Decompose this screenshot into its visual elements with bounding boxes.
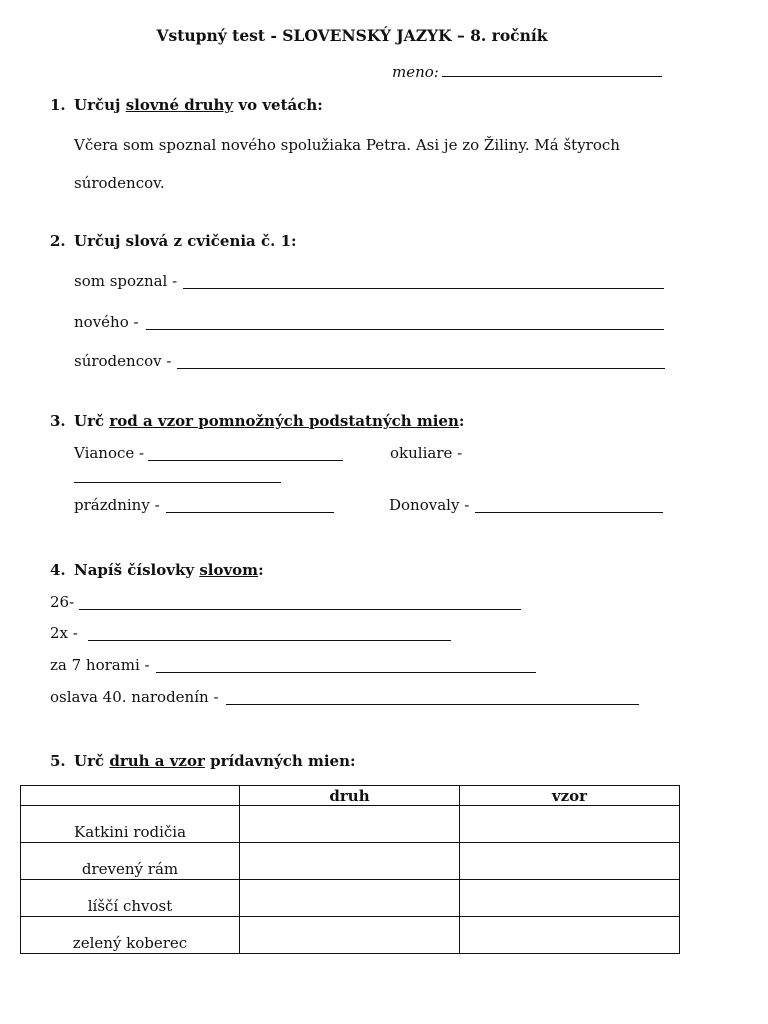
question-4-text-post: : bbox=[258, 561, 264, 579]
question-5-text-post: prídavných mien: bbox=[204, 752, 356, 770]
question-4-item-label: za 7 horami - bbox=[50, 656, 150, 674]
question-1-text-underlined: slovné druhy bbox=[125, 96, 234, 114]
name-field[interactable] bbox=[392, 62, 662, 81]
question-3-answer-line[interactable] bbox=[74, 482, 281, 483]
question-3-answer-line[interactable] bbox=[166, 512, 334, 513]
table-row-label: zelený koberec bbox=[21, 917, 240, 954]
question-4-item-label: oslava 40. narodenín - bbox=[50, 688, 219, 706]
question-3-item-label: Vianoce - bbox=[74, 444, 145, 462]
table-header-row bbox=[21, 786, 680, 806]
question-4-answer-line[interactable] bbox=[156, 672, 536, 673]
question-2-answer-line[interactable] bbox=[183, 288, 664, 289]
question-4-text-pre: Napíš číslovky bbox=[74, 561, 200, 579]
page-title: Vstupný test - SLOVENSKÝ JAZYK – 8. ročník bbox=[156, 26, 548, 45]
question-4-answer-line[interactable] bbox=[79, 609, 521, 610]
table-cell-druh[interactable] bbox=[240, 917, 460, 954]
table-header-vzor: vzor bbox=[460, 786, 680, 806]
question-5-heading bbox=[50, 752, 356, 770]
question-4-text-underlined: slovom bbox=[199, 561, 259, 579]
question-5-number: 5. bbox=[50, 752, 66, 770]
question-2-answer-line[interactable] bbox=[177, 368, 665, 369]
question-1-text-post: vo vetách: bbox=[233, 96, 323, 114]
table-cell-druh[interactable] bbox=[240, 843, 460, 880]
question-4-number: 4. bbox=[50, 561, 66, 579]
question-3-item-label: okuliare - bbox=[390, 444, 463, 462]
question-1-sentence-line-2: súrodencov. bbox=[74, 174, 165, 192]
question-2-heading bbox=[50, 232, 297, 250]
name-label: meno: bbox=[392, 63, 439, 81]
name-blank[interactable] bbox=[442, 62, 662, 77]
question-4-answer-line[interactable] bbox=[226, 704, 639, 705]
question-1-text-pre: Určuj bbox=[74, 96, 126, 114]
question-3-answer-line[interactable] bbox=[148, 460, 343, 461]
table-row bbox=[21, 806, 680, 843]
table-cell-druh[interactable] bbox=[240, 806, 460, 843]
adjectives-table bbox=[20, 785, 680, 954]
table-row bbox=[21, 917, 680, 954]
table-header-druh: druh bbox=[240, 786, 460, 806]
table-row bbox=[21, 843, 680, 880]
table-header-cell bbox=[21, 786, 240, 806]
question-3-text-post: : bbox=[458, 412, 465, 430]
question-3-item-label: Donovaly - bbox=[389, 496, 470, 514]
table-row-label: Katkini rodičia bbox=[21, 806, 240, 843]
table-cell-vzor[interactable] bbox=[460, 843, 680, 880]
question-3-item-label: prázdniny - bbox=[74, 496, 160, 514]
question-2-number: 2. bbox=[50, 232, 66, 250]
question-2-item-label: nového - bbox=[74, 313, 139, 331]
question-4-heading bbox=[50, 561, 264, 579]
question-2-answer-line[interactable] bbox=[146, 329, 664, 330]
question-3-heading bbox=[50, 412, 464, 430]
question-3-text-pre: Urč bbox=[74, 412, 110, 430]
question-3-text-underlined: rod a vzor pomnožných podstatných mien bbox=[109, 412, 459, 430]
table-cell-vzor[interactable] bbox=[460, 880, 680, 917]
question-4-answer-line[interactable] bbox=[88, 640, 451, 641]
question-3-answer-line[interactable] bbox=[475, 512, 663, 513]
question-2-item-label: súrodencov - bbox=[74, 352, 172, 370]
table-cell-vzor[interactable] bbox=[460, 806, 680, 843]
table-row-label: drevený rám bbox=[21, 843, 240, 880]
question-4-item-label: 26- bbox=[50, 593, 75, 611]
table-cell-druh[interactable] bbox=[240, 880, 460, 917]
table-row-label: líščí chvost bbox=[21, 880, 240, 917]
table-cell-vzor[interactable] bbox=[460, 917, 680, 954]
question-4-item-label: 2x - bbox=[50, 624, 78, 642]
question-5-text-pre: Urč bbox=[74, 752, 110, 770]
question-1-number: 1. bbox=[50, 96, 66, 114]
question-2-item-label: som spoznal - bbox=[74, 272, 178, 290]
question-2-text: Určuj slová z cvičenia č. 1: bbox=[74, 232, 297, 250]
question-5-text-underlined: druh a vzor bbox=[109, 752, 205, 770]
question-3-number: 3. bbox=[50, 412, 66, 430]
question-1-sentence-line-1: Včera som spoznal nového spolužiaka Petra. Asi je zo Žiliny. Má štyroch bbox=[74, 136, 620, 154]
table-row bbox=[21, 880, 680, 917]
question-1-heading bbox=[50, 96, 323, 114]
